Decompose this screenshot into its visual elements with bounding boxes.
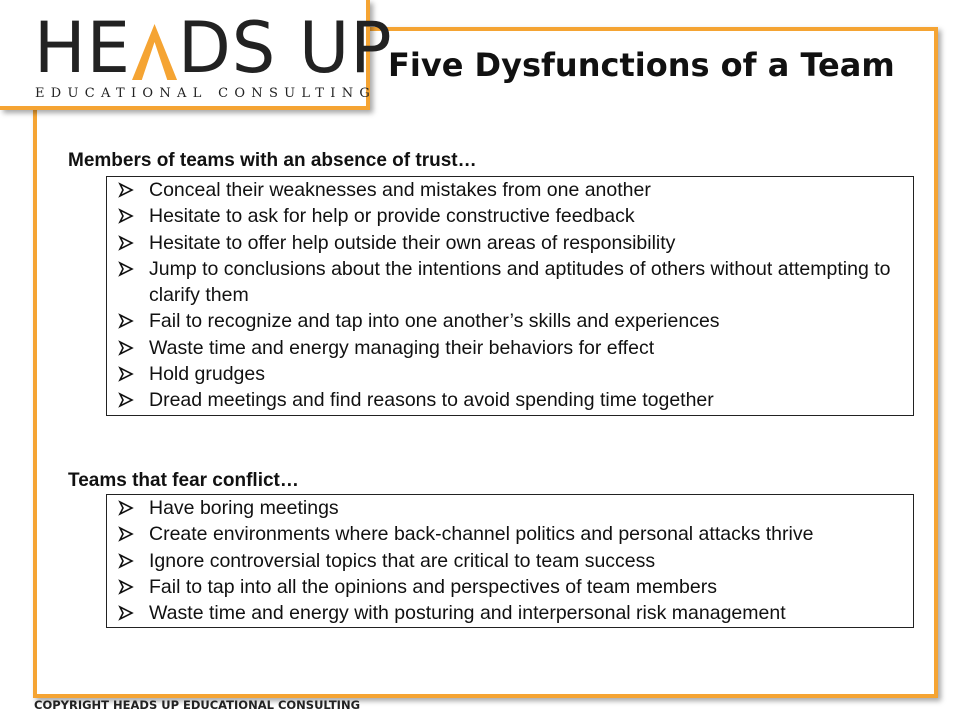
section-heading-conflict: Teams that fear conflict… — [68, 470, 299, 491]
list-item: Hold grudges — [107, 361, 913, 387]
arrow-bullet-icon — [117, 495, 137, 521]
arrow-bullet-icon — [117, 230, 137, 256]
section-heading-trust: Members of teams with an absence of trust… — [68, 150, 477, 171]
list-item: Create environments where back-channel politics and personal attacks thrive — [107, 521, 913, 547]
conflict-list-box — [106, 494, 914, 628]
list-item: Fail to recognize and tap into one another’s skills and experiences — [107, 308, 913, 334]
list-item: Ignore controversial topics that are critical to team success — [107, 548, 913, 574]
arrow-bullet-icon — [117, 177, 137, 203]
list-item: Waste time and energy with posturing and interpersonal risk management — [107, 600, 913, 626]
arrow-bullet-icon — [117, 600, 137, 626]
copyright-footer: COPYRIGHT HEADS UP EDUCATIONAL CONSULTING — [34, 698, 361, 712]
logo-subtitle: EDUCATIONAL CONSULTING — [35, 86, 377, 101]
arrow-bullet-icon — [117, 256, 137, 282]
arrow-bullet-icon — [117, 387, 137, 413]
logo-text-right: DS UP — [177, 7, 393, 89]
arrow-bullet-icon — [117, 335, 137, 361]
list-item: Dread meetings and find reasons to avoid spending time together — [107, 387, 913, 413]
list-item: Waste time and energy managing their behaviors for effect — [107, 335, 913, 361]
list-item: Conceal their weaknesses and mistakes from one another — [107, 177, 913, 203]
arrow-bullet-icon — [117, 548, 137, 574]
list-item: Hesitate to ask for help or provide constructive feedback — [107, 203, 913, 229]
arrow-bullet-icon — [117, 574, 137, 600]
logo-wordmark — [34, 7, 393, 89]
arrow-bullet-icon — [117, 361, 137, 387]
logo — [0, 0, 393, 110]
list-item: Fail to tap into all the opinions and perspectives of team members — [107, 574, 913, 600]
list-item: Have boring meetings — [107, 495, 913, 521]
page-title: Five Dysfunctions of a Team — [388, 46, 895, 84]
list-item: Jump to conclusions about the intentions and aptitudes of others without attempting to clarify them — [107, 256, 913, 309]
trust-list-box — [106, 176, 914, 416]
logo-text-left: HE — [34, 7, 131, 89]
arrow-bullet-icon — [117, 203, 137, 229]
arrow-bullet-icon — [117, 521, 137, 547]
arrow-bullet-icon — [117, 308, 137, 334]
list-item: Hesitate to offer help outside their own areas of responsibility — [107, 230, 913, 256]
logo-a-chevron-icon — [132, 22, 177, 82]
